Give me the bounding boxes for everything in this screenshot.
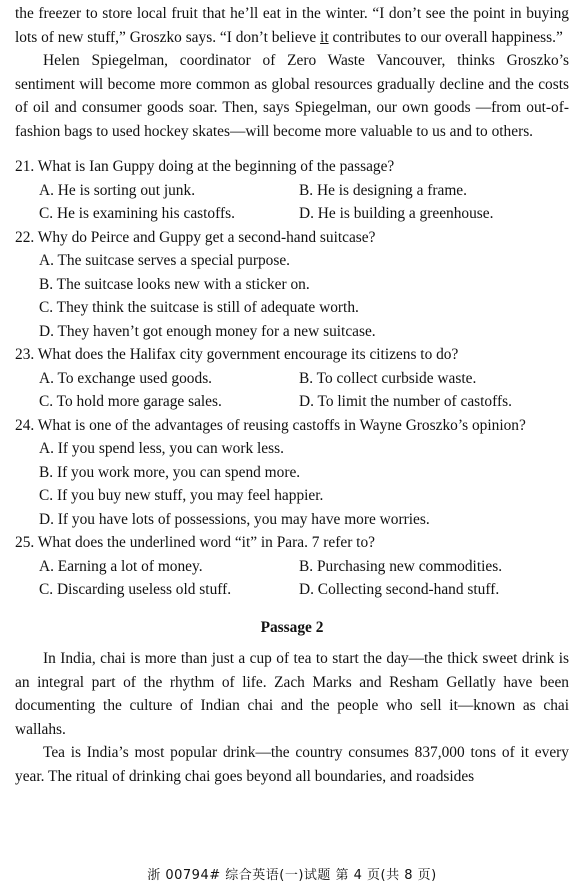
option-a: A. Earning a lot of money. <box>39 557 203 575</box>
question-24 <box>15 414 569 532</box>
intro-paragraph-1 <box>15 2 569 49</box>
option-c: C. They think the suitcase is still of adequate worth. <box>39 299 359 316</box>
option-row <box>15 555 569 579</box>
option-row <box>15 202 569 226</box>
question-21 <box>15 155 569 226</box>
option-c: C. To hold more garage sales. <box>39 393 222 410</box>
passage-2-paragraph-1: In India, chai is more than just a cup of tea to start the day—the thick sweet drink is an integral part of the rhythm of life. Zach Marks and Resham Gellatly have been documenting the culture of Indian chai and the people who sell it—known as chai wallahs. <box>15 650 569 738</box>
question-stem: 21. What is Ian Guppy doing at the beginning of the passage? <box>15 158 395 175</box>
option-b: B. Purchasing new commodities. <box>299 557 503 575</box>
option-d: D. He is building a greenhouse. <box>299 205 494 222</box>
option-d: D. Collecting second-hand stuff. <box>299 581 500 598</box>
option-d: D. If you have lots of possessions, you may have more worries. <box>39 510 430 528</box>
option-c: C. He is examining his castoffs. <box>39 205 235 222</box>
option-b: B. If you work more, you can spend more. <box>39 463 301 481</box>
option-b: B. He is designing a frame. <box>299 181 467 199</box>
option-b: B. The suitcase looks new with a sticker on. <box>39 275 310 293</box>
option-c: C. Discarding useless old stuff. <box>39 581 232 598</box>
option-d: D. To limit the number of castoffs. <box>299 393 512 410</box>
question-stem: 25. What does the underlined word “it” in Para. 7 refer to? <box>15 534 375 551</box>
intro-paragraph-2: Helen Spiegelman, coordinator of Zero Waste Vancouver, thinks Groszko’s sentiment will become more common as global resources gradually decline and the costs of oil and consumer goods soar. Then, says Spiegelman, our own goods —from out-of-fashion bags to used hockey skates—will become more valuable to us and to others. <box>15 52 569 140</box>
underlined-word: it <box>320 28 329 46</box>
question-stem: 24. What is one of the advantages of reusing castoffs in Wayne Groszko’s opinion? <box>15 416 526 434</box>
question-stem: 22. Why do Peirce and Guppy get a second-hand suitcase? <box>15 228 376 246</box>
question-25 <box>15 531 569 602</box>
option-row <box>15 390 569 414</box>
question-22 <box>15 226 569 344</box>
option-a: A. To exchange used goods. <box>39 369 213 387</box>
passage-2-paragraph-2: Tea is India’s most popular drink—the country consumes 837,000 tons of it every year. The ritual of drinking chai goes beyond all boundaries, and roadsides <box>15 744 569 785</box>
option-b: B. To collect curbside waste. <box>299 369 477 387</box>
question-stem: 23. What does the Halifax city government encourage its citizens to do? <box>15 346 459 363</box>
intro-paragraph-1-text-b: contributes to our overall happiness.” <box>328 28 563 46</box>
passage-2-heading: Passage 2 <box>260 618 324 636</box>
option-c: C. If you buy new stuff, you may feel happier. <box>39 487 324 504</box>
option-d: D. They haven’t got enough money for a new suitcase. <box>39 322 376 340</box>
option-a: A. If you spend less, you can work less. <box>39 440 284 457</box>
question-list <box>15 155 569 602</box>
question-23 <box>15 343 569 414</box>
option-row <box>15 367 569 391</box>
intro-paragraph-1-text-a: the freezer to store local fruit that he’ll eat in the winter. “I don’t see the point in buying lots of new stuff,” Groszko says. “I don’t believe <box>15 5 569 46</box>
option-a: A. The suitcase serves a special purpose. <box>39 252 291 269</box>
page-footer: 浙 00794# 综合英语(一)试题 第 4 页(共 8 页) <box>147 867 437 883</box>
option-row <box>15 578 569 602</box>
option-row <box>15 179 569 203</box>
option-a: A. He is sorting out junk. <box>39 181 196 199</box>
